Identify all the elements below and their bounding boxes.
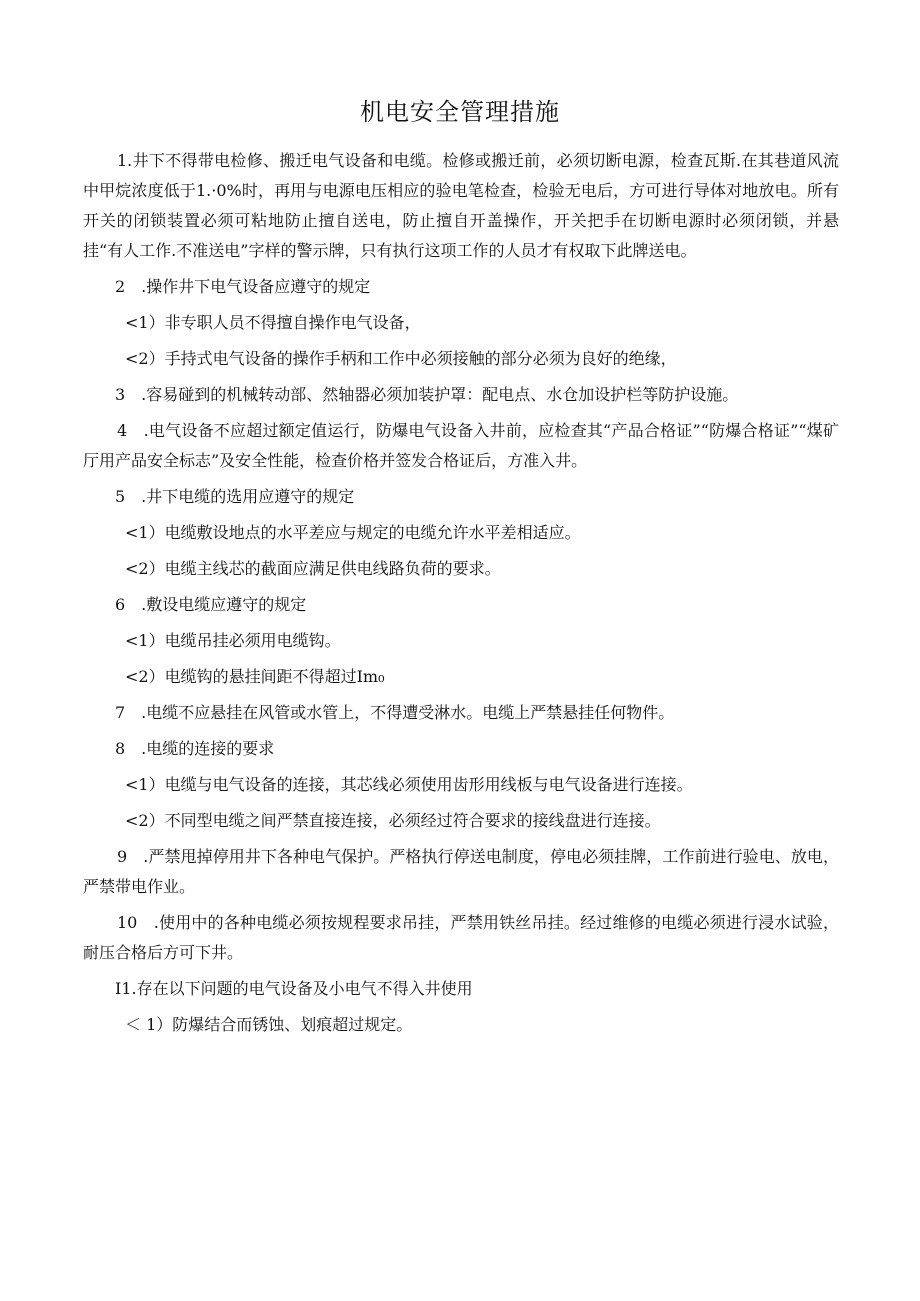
paragraph-11-1: ＜ 1）防爆结合而锈蚀、划痕超过规定。	[125, 1015, 413, 1034]
paragraph-3: 3 .容易碰到的机械转动部、然轴器必须加装护罩：配电点、水仓加设护栏等防护设施。	[115, 385, 739, 404]
document-title: 机电安全管理措施	[360, 98, 560, 126]
paragraph-8-2: <2）不同型电缆之间严禁直接连接，必须经过符合要求的接线盘进行连接。	[125, 811, 661, 830]
paragraph-6-1: <1）电缆吊挂必须用电缆钩。	[125, 631, 341, 650]
paragraph-5-2: <2）电缆主线芯的截面应满足供电线路负荷的要求。	[125, 559, 501, 578]
paragraph-6: 6 .敷设电缆应遵守的规定	[115, 595, 307, 614]
paragraph-1: 1.井下不得带电检修、搬迁电气设备和电缆。检修或搬迁前，必须切断电源，检查瓦斯.在其巷道风流中甲烷浓度低于1.·0%时，再用与电源电压相应的验电笔检查，检验无电后，方可进行导体对地放电。所有开关的闭锁装置必须可粘地防止擅自送电，防止擅自开盖操作，开关把手在切断电源时必须闭锁，并悬挂“有人工作.不准送电”字样的警示牌，只有执行这项工作的人员才有权取下此牌送电。	[83, 151, 839, 260]
paragraph-5-1: <1）电缆敷设地点的水平差应与规定的电缆允许水平差相适应。	[125, 523, 581, 542]
paragraph-5: 5 .井下电缆的选用应遵守的规定	[115, 487, 355, 506]
paragraph-2: 2 .操作井下电气设备应遵守的规定	[115, 277, 371, 296]
paragraph-8-1: <1）电缆与电气设备的连接，其芯线必须使用齿形用线板与电气设备进行连接。	[125, 775, 693, 794]
paragraph-7: 7 .电缆不应悬挂在风管或水管上，不得遭受淋水。电缆上严禁悬挂任何物件。	[115, 703, 675, 722]
paragraph-10: 10 .使用中的各种电缆必须按规程要求吊挂，严禁用铁丝吊挂。经过维修的电缆必须进行浸水试验，耐压合格后方可下井。	[83, 913, 839, 962]
document-body	[83, 146, 839, 1046]
paragraph-11: I1.存在以下问题的电气设备及小电气不得入井使用	[115, 979, 473, 998]
paragraph-4: 4 .电气设备不应超过额定值运行，防爆电气设备入井前，应检查其“产品合格证”“防爆合格证”“煤矿厅用产品安全标志”及安全性能，检查价格并签发合格证后，方准入井。	[83, 421, 839, 470]
paragraph-2-1: <1）非专职人员不得擅自操作电气设备，	[125, 313, 421, 332]
paragraph-8: 8 .电缆的连接的要求	[115, 739, 275, 758]
paragraph-2-2: <2）手持式电气设备的操作手柄和工作中必须接触的部分必须为良好的绝缘，	[125, 349, 677, 368]
paragraph-9: 9 .严禁甩掉停用井下各种电气保护。严格执行停送电制度，停电必须挂牌，工作前进行验电、放电，严禁带电作业。	[83, 847, 839, 896]
paragraph-6-2: <2）电缆钩的悬挂间距不得超过Im₀	[125, 667, 385, 686]
